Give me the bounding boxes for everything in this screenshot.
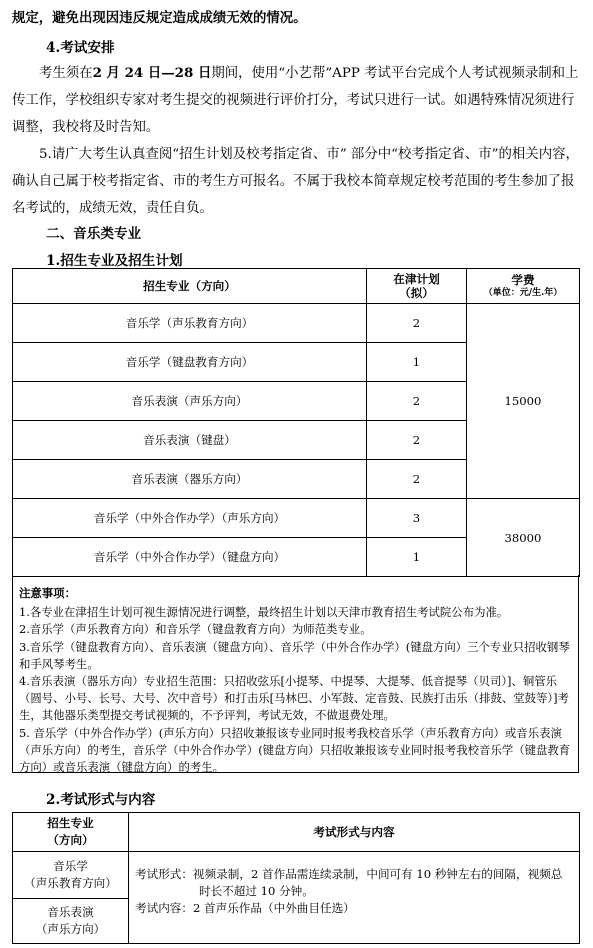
table-header-row: [13, 813, 580, 852]
major-cell: 音乐表演（键盘）: [13, 421, 367, 460]
major-cell: 音乐学（声乐教育方向）: [13, 304, 367, 343]
major-cell: 音乐学（中外合作办学）（声乐方向）: [13, 499, 367, 538]
section-2-title: 二、音乐类专业: [46, 226, 142, 242]
major-cell: 音乐学 （声乐教育方向）: [13, 852, 129, 899]
header-major: 招生专业（方向）: [13, 269, 367, 304]
exam-date-range: 2 月 24 日—28 日: [92, 65, 212, 81]
fee-cell: 15000: [467, 304, 580, 499]
note-item: 3.音乐学（键盘教育方向）、音乐表演（键盘方向）、音乐学（中外合作办学）(键盘方向）三个专业只招收钢琴和手风琴考生。: [19, 639, 570, 671]
table-row: [13, 499, 580, 538]
plan-cell: 2: [367, 421, 467, 460]
intro-continuation: 规定，避免出现因违反规定造成成绩无效的情况。: [12, 10, 307, 26]
notes-title: 注意事项：: [19, 586, 76, 600]
note-item: 2.音乐学（声乐教育方向）和音乐学（键盘教育方向）为师范类专业。: [19, 622, 372, 637]
header-plan: 在津计划 （拟）: [367, 269, 467, 304]
table-row: [13, 304, 580, 343]
plan-cell: 2: [367, 382, 467, 421]
plan-cell: 3: [367, 499, 467, 538]
section-4-title: 4.考试安排: [46, 40, 115, 56]
section-5-paragraph: 5.请广大考生认真查阅“招生计划及校考指定省、市” 部分中“校考指定省、市”的相关内容，确认自己属于校考指定省、市的考生方可报名。不属于我校本简章规定校考范围的考生参加了报名考试的，成绩无效，责任自负。: [12, 147, 579, 216]
plan-subtitle: 1.招生专业及招生计划: [46, 253, 183, 269]
table-header-row: [13, 269, 580, 304]
header-major: 招生专业 （方向）: [13, 813, 129, 852]
note-item: 1.各专业在津招生计划可视生源情况进行调整，最终招生计划以天津市教育招生考试院公布为准。: [19, 605, 509, 620]
major-cell: 音乐学（中外合作办学）（键盘方向）: [13, 538, 367, 577]
major-cell: 音乐表演 （声乐方向）: [13, 899, 129, 944]
header-content: 考试形式与内容: [129, 813, 580, 852]
fee-cell: 38000: [467, 499, 580, 577]
header-fee: 学费 （单位：元/生.年）: [467, 269, 580, 304]
note-item: 4.音乐表演（器乐方向）专业招生范围：只招收弦乐[小提琴、中提琴、大提琴、低音提琴（贝司）]、铜管乐（圆号、小号、长号、大号、次中音号）和打击乐[马林巴、小军鼓、定音鼓、民族打击乐（排鼓、堂鼓等）]考生，其他器乐类型提交考试视频的，不予评判，考试无效，不做退费处理。: [19, 674, 569, 723]
major-cell: 音乐学（键盘教育方向）: [13, 343, 367, 382]
plan-cell: 2: [367, 460, 467, 499]
exam-content-text: 考试内容：2 首声乐作品（中外曲目任选）: [135, 901, 355, 915]
major-cell: 音乐表演（声乐方向）: [13, 382, 367, 421]
exam-content-cell: [129, 852, 580, 944]
table-row: [13, 852, 580, 899]
exam-arrangement-paragraph: [12, 60, 579, 141]
exam-form-table: [12, 812, 580, 944]
major-cell: 音乐表演（器乐方向）: [13, 460, 367, 499]
note-item: 5. 音乐学（中外合作办学）(声乐方向）只招收兼报该专业同时报考我校音乐学（声乐教育方向）或音乐表演（声乐方向）的考生，音乐学（中外合作办学）(键盘方向）只招收兼报该专业同时报考我校音乐学（键盘教育方向）或音乐表演（键盘方向）的考生。: [19, 725, 571, 775]
sec4-text-a: 考生须在: [39, 66, 93, 81]
plan-cell: 1: [367, 343, 467, 382]
plan-cell: 1: [367, 538, 467, 577]
enrollment-plan-table: [12, 268, 580, 577]
exam-form-text: 考试形式：视频录制，2 首作品需连续录制，中间可有 10 秒钟左右的间隔，视频总时长不超过 10 分钟。: [135, 867, 563, 898]
notes-box: [12, 575, 579, 773]
exam-form-subtitle: 2.考试形式与内容: [46, 792, 156, 808]
plan-cell: 2: [367, 304, 467, 343]
sec4-text-b: 期间，使用“小艺帮”APP 考试平台完成个人考试视频录制和上传工作，学校组织专家对考生提交的视频进行评价打分，考试只进行一试。如遇特殊情况须进行调整，我校将及时告知。: [12, 66, 579, 135]
